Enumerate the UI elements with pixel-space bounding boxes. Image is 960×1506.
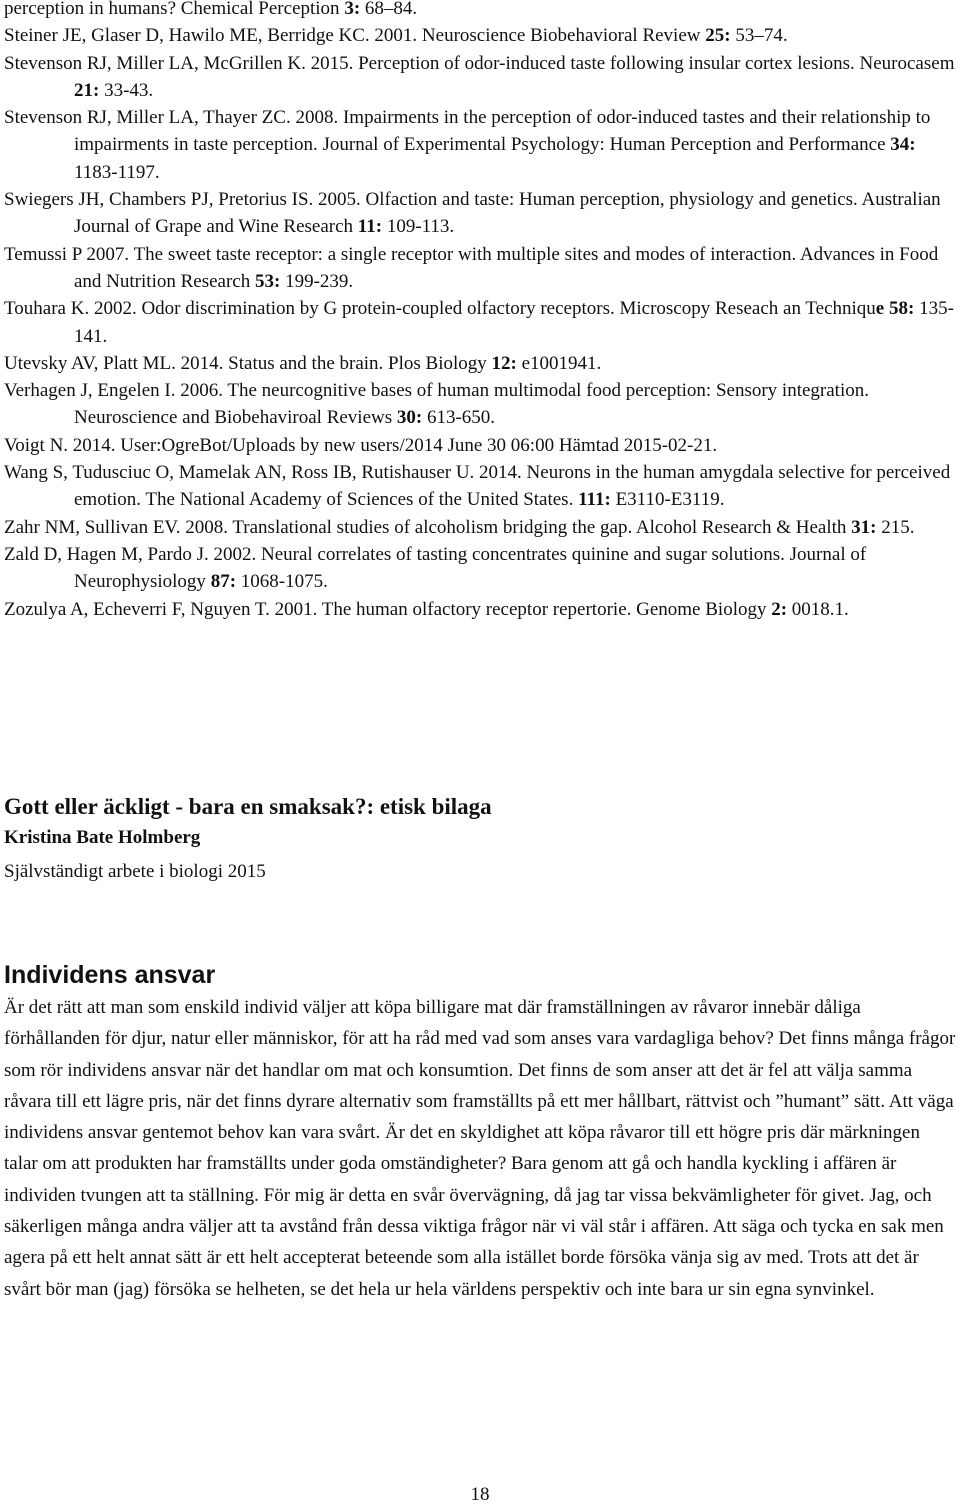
- reference-entry: Verhagen J, Engelen I. 2006. The neurcognitive bases of human multimodal food perception: Sensory integration. Neuroscience and Biobehaviroal Reviews 30: 613-650.: [4, 380, 869, 429]
- reference-entry: Swiegers JH, Chambers PJ, Pretorius IS. 2005. Olfaction and taste: Human perception, physiology and genetics. Australian Journal of Grape and Wine Research 11: 109-113.: [4, 189, 941, 238]
- reference-entry: Stevenson RJ, Miller LA, McGrillen K. 2015. Perception of odor-induced taste following insular cortex lesions. Neurocasem 21: 33-43.: [4, 52, 955, 101]
- reference-entry: Stevenson RJ, Miller LA, Thayer ZC. 2008. Impairments in the perception of odor-induced tastes and their relationship to impairments in taste perception. Journal of Experimental Psychology: Human Perception and Performance 34: 1183-1197.: [4, 107, 931, 183]
- reference-entry: Touhara K. 2002. Odor discrimination by G protein-coupled olfactory receptors. Microscopy Reseach an Technique 58: 135-141.: [4, 298, 954, 347]
- reference-entry: perception in humans? Chemical Perception 3: 68–84.: [4, 0, 418, 19]
- appendix-title: Gott eller äckligt - bara en smaksak?: etisk bilaga: [4, 794, 492, 819]
- reference-list: [4, 0, 956, 623]
- reference-entry: Utevsky AV, Platt ML. 2014. Status and the brain. Plos Biology 12: e1001941.: [4, 352, 602, 374]
- reference-entry: Wang S, Tudusciuc O, Mamelak AN, Ross IB, Rutishauser U. 2014. Neurons in the human amygdala selective for perceived emotion. The National Academy of Sciences of the United States. 111: E3110-E3119.: [4, 462, 951, 511]
- reference-entry: Zahr NM, Sullivan EV. 2008. Translational studies of alcoholism bridging the gap. Alcohol Research & Health 31: 215.: [4, 516, 915, 538]
- appendix-header: [4, 792, 956, 886]
- page-number: 18: [470, 1484, 490, 1505]
- section-body: Är det rätt att man som enskild individ väljer att köpa billigare mat där framställningen av råvaror innebär dåliga förhållanden för djur, natur eller människor, för att ha råd med vad som anses vara vardagliga behov? Det finns många frågor som rör individens ansvar när det handlar om mat och konsumtion. Det finns de som anser att det är fel att välja samma råvara till ett lägre pris, när det finns dyrare alternativ som framställts på ett mer hållbart, rättvist och ”humant” sätt. Att väga individens ansvar gentemot behov kan vara svårt. Är det en skyldighet att köpa råvaror till ett högre pris där märkningen talar om att produkten har framställts under goda omständigheter? Bara genom att gå och handla kyckling i affären är individen tvungen att ta ställning. För mig är detta en svår övervägning, då jag tar vissa bekvämligheter för givet. Jag, och säkerligen många andra väljer att ta avstånd från dessa viktiga frågor när vi väl står i affären. Att säga och tycka en sak men agera på ett helt annat sätt är ett helt accepterat beteende som alla istället borde försöka vänja sig av med. Trots att det är svårt bör man (jag) försöka se helheten, se det hela ur hela världens perspektiv och inte bara ur sin egna synvinkel.: [4, 997, 956, 1300]
- reference-entry: Zald D, Hagen M, Pardo J. 2002. Neural correlates of tasting concentrates quinine and sugar solutions. Journal of Neurophysiology 87: 1068-1075.: [4, 543, 867, 593]
- appendix-author: Kristina Bate Holmberg: [4, 827, 201, 848]
- reference-entry: Temussi P 2007. The sweet taste receptor: a single receptor with multiple sites and modes of interaction. Advances in Food and Nutrition Research 53: 199-239.: [4, 243, 939, 292]
- reference-entry: Voigt N. 2014. User:OgreBot/Uploads by new users/2014 June 30 06:00 Hämtad 2015-02-21.: [4, 434, 718, 456]
- section-heading: Individens ansvar: [4, 961, 216, 989]
- appendix-course: Självständigt arbete i biologi 2015: [4, 861, 266, 882]
- section-individens-ansvar: [4, 960, 956, 1305]
- reference-entry: Steiner JE, Glaser D, Hawilo ME, Berridge KC. 2001. Neuroscience Biobehavioral Review 25: 53–74.: [4, 25, 788, 47]
- reference-entry: Zozulya A, Echeverri F, Nguyen T. 2001. The human olfactory receptor repertorie. Genome Biology 2: 0018.1.: [4, 598, 849, 620]
